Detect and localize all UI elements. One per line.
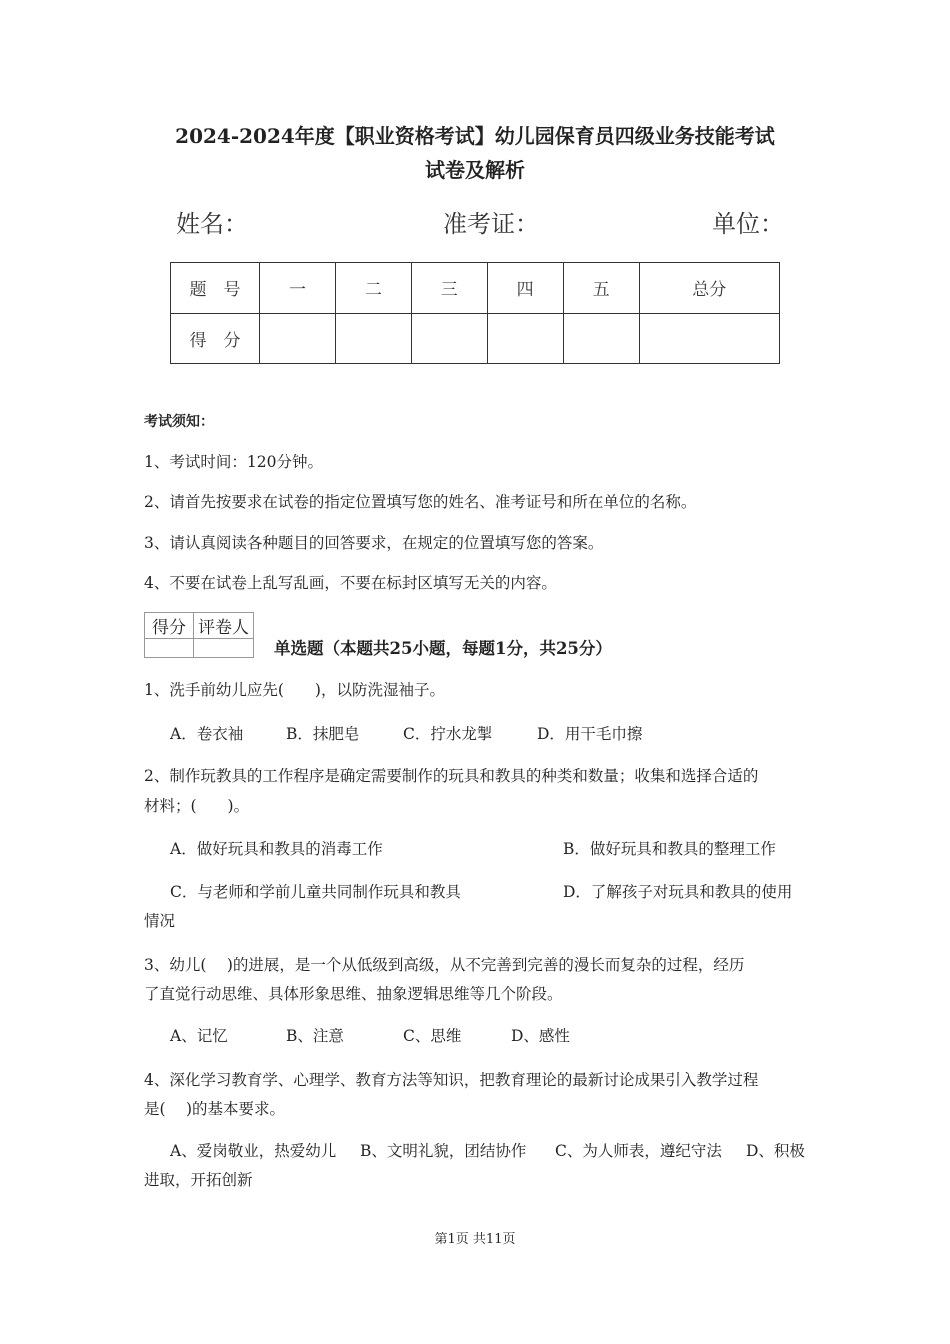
question-option-continued: 情况 — [144, 912, 176, 930]
question-option: B．抹肥皂 — [286, 725, 360, 743]
score-table-header-cell: 四 — [487, 263, 563, 314]
question-option: C、为人师表，遵纪守法 — [555, 1142, 722, 1160]
score-table-header-cell: 一 — [260, 263, 336, 314]
section-title: 单选题（本题共25小题，每题1分，共25分） — [274, 639, 612, 658]
grader-score-cell[interactable] — [145, 639, 194, 658]
grader-table — [144, 612, 254, 658]
exam-id-label: 准考证： — [443, 210, 539, 238]
question-option: C、思维 — [403, 1027, 462, 1045]
question-option: B、注意 — [286, 1027, 344, 1045]
question-option: B．做好玩具和教具的整理工作 — [563, 840, 776, 858]
question-stem: 2、制作玩教具的工作程序是确定需要制作的玩具和教具的种类和数量；收集和选择合适的 — [144, 767, 759, 785]
grader-name-cell[interactable] — [194, 639, 254, 658]
question-option: D．用干毛巾擦 — [537, 725, 643, 743]
score-cell[interactable] — [411, 313, 487, 364]
question-option-continued: 进取，开拓创新 — [144, 1171, 253, 1189]
score-table-header-cell: 总分 — [639, 263, 779, 314]
question-option: C．拧水龙掣 — [403, 725, 493, 743]
question-option: B、文明礼貌，团结协作 — [360, 1142, 527, 1160]
question-stem: 4、深化学习教育学、心理学、教育方法等知识，把教育理论的最新讨论成果引入教学过程 — [144, 1071, 759, 1089]
unit-label: 单位： — [712, 210, 784, 238]
notice-item: 3、请认真阅读各种题目的回答要求，在规定的位置填写您的答案。 — [144, 534, 604, 552]
question-option: A、记忆 — [170, 1027, 228, 1045]
notice-heading: 考试须知： — [144, 414, 214, 430]
score-cell[interactable] — [639, 313, 779, 364]
question-stem: 3、幼儿( )的进展，是一个从低级到高级，从不完善到完善的漫长而复杂的过程，经历 — [144, 956, 745, 974]
score-cell[interactable] — [563, 313, 639, 364]
score-cell[interactable] — [487, 313, 563, 364]
question-option: C．与老师和学前儿童共同制作玩具和教具 — [170, 883, 461, 901]
question-stem: 1、洗手前幼儿应先( )，以防洗湿袖子。 — [144, 681, 445, 699]
page-footer: 第1页 共11页 — [434, 1232, 516, 1247]
score-cell[interactable] — [260, 313, 336, 364]
question-option: A、爱岗敬业，热爱幼儿 — [170, 1142, 337, 1160]
question-stem: 材料；( )。 — [144, 797, 250, 815]
score-table-row-label: 得 分 — [171, 313, 260, 364]
question-stem: 了直觉行动思维、具体形象思维、抽象逻辑思维等几个阶段。 — [144, 985, 563, 1003]
score-table-header-row — [171, 263, 780, 314]
grader-score-label: 得分 — [145, 613, 194, 639]
grader-name-label: 评卷人 — [194, 613, 254, 639]
score-table-header-cell: 五 — [563, 263, 639, 314]
notice-item: 1、考试时间：120分钟。 — [144, 453, 323, 471]
question-option: D、积极 — [746, 1142, 805, 1160]
name-label: 姓名： — [176, 210, 248, 238]
score-table-header-cell: 题 号 — [171, 263, 260, 314]
question-option: D．了解孩子对玩具和教具的使用 — [563, 883, 793, 901]
document-title-line1: 2024-2024年度【职业资格考试】幼儿园保育员四级业务技能考试 — [175, 124, 775, 148]
question-option: A．做好玩具和教具的消毒工作 — [170, 840, 383, 858]
question-option: D、感性 — [511, 1027, 570, 1045]
score-table-score-row — [171, 313, 780, 364]
score-table-header-cell: 二 — [335, 263, 411, 314]
question-stem: 是( )的基本要求。 — [144, 1100, 286, 1118]
notice-item: 4、不要在试卷上乱写乱画，不要在标封区填写无关的内容。 — [144, 574, 557, 592]
score-cell[interactable] — [335, 313, 411, 364]
question-option: A．卷衣袖 — [170, 725, 244, 743]
notice-item: 2、请首先按要求在试卷的指定位置填写您的姓名、准考证号和所在单位的名称。 — [144, 493, 697, 511]
score-table-header-cell: 三 — [411, 263, 487, 314]
score-table — [170, 262, 780, 364]
document-title-line2: 试卷及解析 — [425, 158, 525, 182]
